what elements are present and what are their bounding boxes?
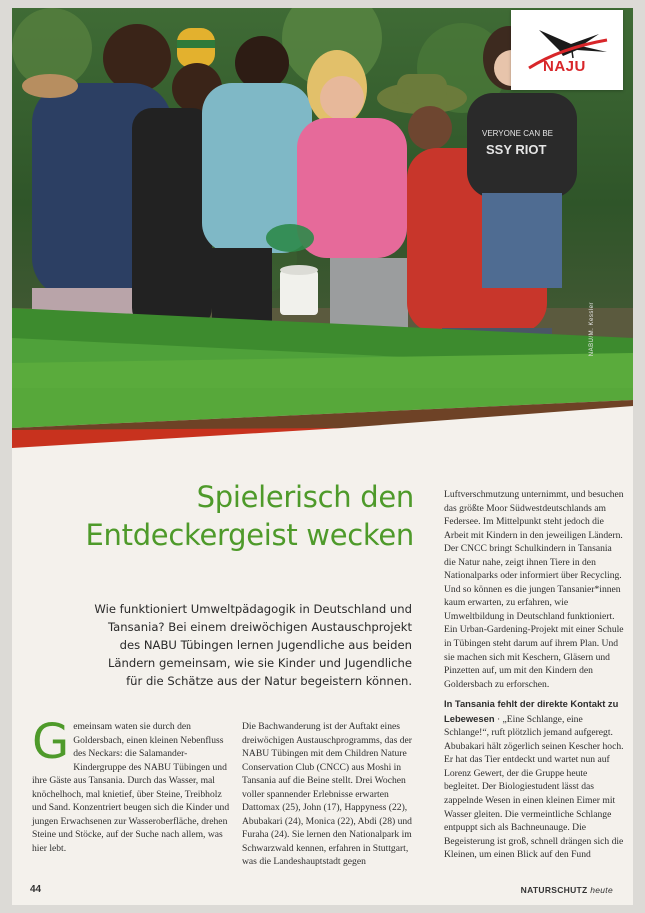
title-line-1: Spielerisch den — [196, 480, 414, 514]
stork-icon — [511, 10, 623, 90]
color-band — [12, 388, 633, 448]
column-3-text-2: · „Eine Schlange, eine Schlange!“, ruft plötzlich jemand aufgeregt. Abubakari hält zögerlich seinen Kescher hoch. Er hat das Tier entdeckt und wartet nun auf Lorenz Gewert, der die Gruppe heute begleitet. Der Biologiestudent lässt das zappelnde Wesen in einen kleinen Eimer mit Wasser gleiten. Die vermeintliche Schlange entpuppt sich als Bachneunauge. Die Begeisterung ist groß, schnell drängen sich die Kleinen, um einen Blick auf den Fund — [444, 713, 624, 861]
page-number: 44 — [30, 884, 42, 895]
column-3-text: Luftverschmutzung unternimmt, und besuchen das größte Moor Südwestdeutschlands am Federsee. Im Mittelpunkt steht jedoch die Arbeit mit Kindern in den jeweiligen Ländern. Der CNCC bringt Schulkindern in Tansania die Natur nahe, zeigt ihnen Tiere in den Nationalparks oder informiert über Recycling. Und so können es die jungen Tansanier*innen kaum erwarten, zu erfahren, wie Umweltbildung in Deutschland funktioniert. Ein Urban-Gardening-Projekt mit einer Schule in Tübingen steht darum auf ihrem Plan. Und sie machen sich mit Keschern, Gläsern und Pinzetten auf, um mit den Kindern den Goldersbach zu erforschen. — [444, 489, 624, 690]
column-2 — [242, 720, 412, 869]
article-lead: Wie funktioniert Umweltpädagogik in Deutschland und Tansania? Bei einem dreiwöchigen Austauschprojekt des NABU Tübingen lernen Jugendliche aus beiden Ländern gemeinsam, wie sie Kinder und Jugendliche für die Schätze aus der Natur begeistern können. — [94, 602, 412, 688]
photo-credit: NABU/M. Kessler — [589, 302, 595, 357]
section-subhead: In Tansania fehlt der direkte Kontakt zu Lebewesen — [444, 698, 619, 724]
article-title — [80, 478, 414, 554]
naju-logo — [511, 10, 623, 90]
naju-logo-text: NAJU — [543, 58, 586, 75]
magazine-name — [521, 885, 613, 895]
drop-cap: G — [32, 714, 70, 770]
magazine-name-italic: heute — [590, 885, 613, 895]
column-3 — [444, 488, 624, 862]
column-1 — [32, 714, 232, 855]
magazine-page — [12, 8, 633, 905]
shirt-text-2: SSY RIOT — [486, 142, 547, 157]
column-2-text: Die Bachwanderung ist der Auftakt eines dreiwöchigen Austauschprogramms, das der NABU Tübingen mit dem Children Nature Conservation Club (CNCC) aus Moshi in Tansania auf die Beine stellt. Drei Wochen voller spannender Erlebnisse erwarten Dattomax (25), John (17), Happyness (22), Abubakari (24), Monica (22), Abdi (28) und Furaha (24). Sie lernen den Nationalpark im Schwarzwald kennen, erfahren in Stuttgart, was die Landeshauptstadt gegen — [242, 721, 412, 868]
title-line-2: Entdeckergeist wecken — [85, 518, 414, 552]
magazine-name-bold: NATURSCHUTZ — [520, 885, 588, 895]
column-1-text: emeinsam waten sie durch den Goldersbach, einen kleinen Nebenfluss des Neckars: die Salamander-Kindergruppe des NABU Tübingen und ihre Gäste aus Tansania. Durch das Wasser, mal knöchelhoch, mal knietief, über Steine, Treibholz und Sand. Konzentriert beugen sich die Kinder und jungen Erwachsenen zur Wasseroberfläche, drehen Steine und Stöcke, auf der Suche nach allem, was hier lebt. — [32, 721, 230, 854]
shirt-text-1: VERYONE CAN BE — [482, 129, 553, 138]
